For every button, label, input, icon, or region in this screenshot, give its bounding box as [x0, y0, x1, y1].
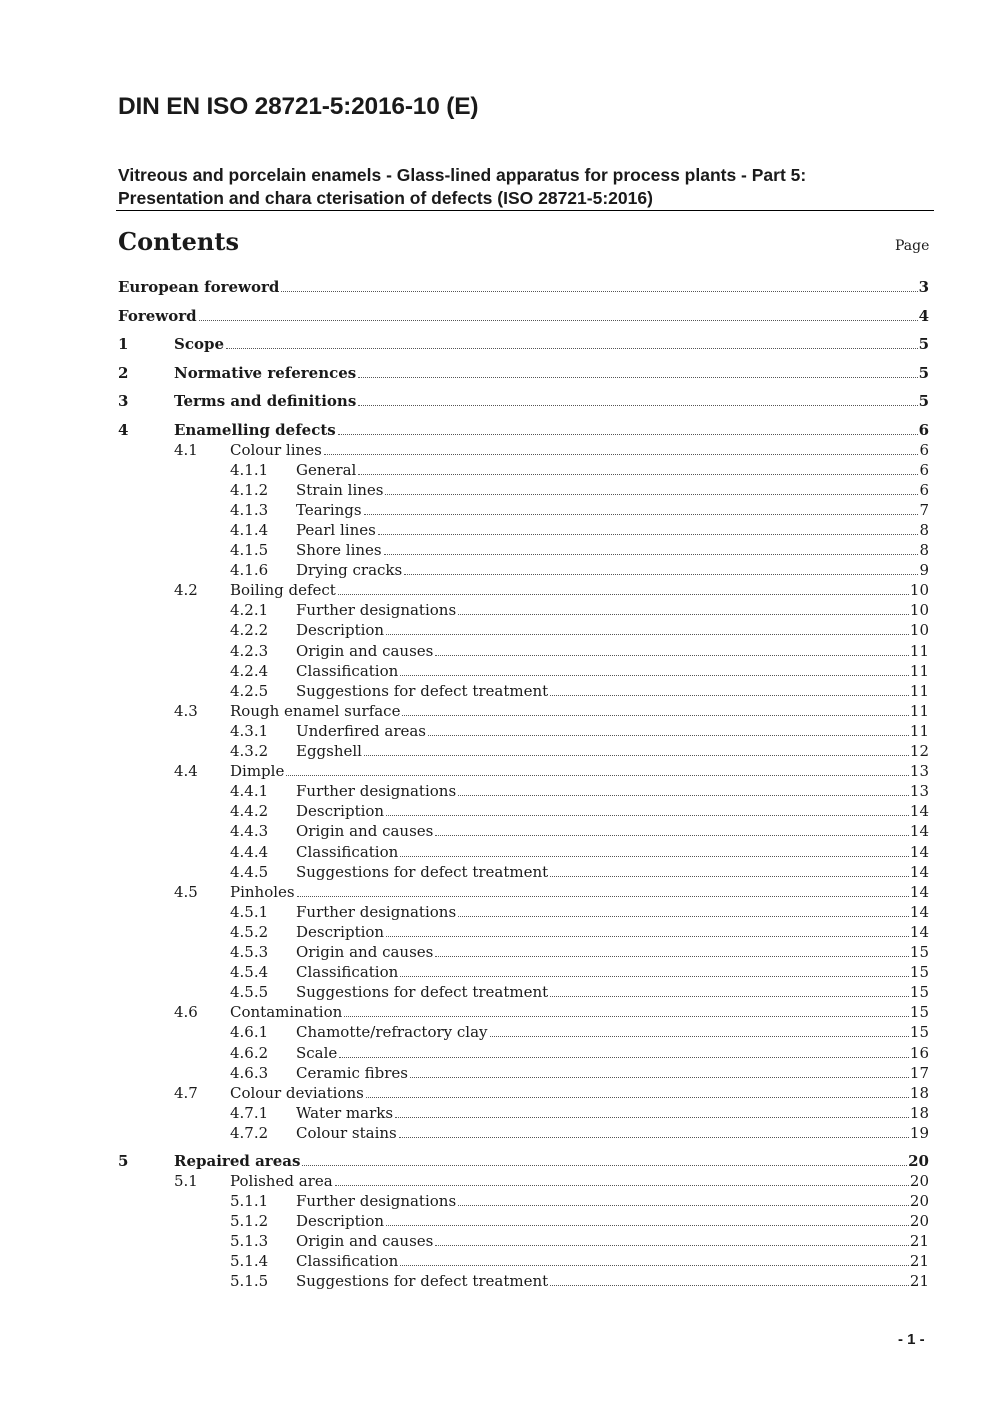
- toc-entry-number: 4.4.5: [230, 862, 269, 881]
- toc-entry-page: 21: [909, 1232, 929, 1251]
- toc-entry[interactable]: [0, 942, 992, 962]
- toc-entry-number: 4.1: [174, 440, 198, 459]
- toc-entry-title: Origin and causes: [296, 943, 434, 961]
- toc-dot-leader: [400, 1265, 909, 1266]
- toc-entry-page: 20: [908, 1151, 929, 1170]
- subtitle-line-2: Presentation and chara cterisation of defects (ISO 28721-5:2016): [118, 188, 653, 208]
- toc-entry-title: Origin and causes: [296, 641, 434, 660]
- toc-entry[interactable]: [0, 1191, 992, 1211]
- toc-entry-page: 15: [909, 943, 929, 961]
- toc-entry[interactable]: [0, 306, 992, 326]
- toc-dot-leader: [550, 996, 909, 997]
- toc-entry-number: 4.5.1: [230, 902, 269, 921]
- toc-entry[interactable]: [0, 460, 992, 480]
- toc-entry-page: 17: [909, 1063, 929, 1082]
- toc-dot-leader: [297, 896, 909, 897]
- subtitle-line-1: Vitreous and porcelain enamels - Glass-lined apparatus for process plants - Part 5:: [118, 165, 807, 185]
- toc-entry[interactable]: [0, 480, 992, 500]
- toc-entry-title: Scale: [296, 1043, 338, 1062]
- toc-entry-page: 13: [909, 762, 929, 781]
- toc-entry-title: Eggshell: [296, 742, 362, 760]
- toc-dot-leader: [386, 815, 909, 816]
- toc-entry-title: Drying cracks: [296, 561, 403, 580]
- toc-dot-leader: [402, 715, 908, 716]
- toc-entry-title: Tearings: [296, 500, 362, 519]
- toc-entry-page: 14: [909, 802, 929, 821]
- toc-entry-title: Suggestions for defect treatment: [296, 1272, 549, 1291]
- toc-entry[interactable]: [0, 801, 992, 821]
- toc-entry-title: Origin and causes: [296, 822, 434, 841]
- toc-dot-leader: [364, 755, 909, 756]
- toc-entry[interactable]: [0, 761, 992, 781]
- toc-entry-title: Suggestions for defect treatment: [296, 681, 549, 700]
- toc-entry-number: 4.4: [174, 762, 198, 781]
- toc-entry-page: 19: [909, 1123, 929, 1142]
- toc-entry-title: Polished area: [230, 1171, 333, 1190]
- toc-entry-page: 8: [919, 520, 929, 539]
- toc-dot-leader: [324, 454, 919, 455]
- toc-dot-leader: [338, 594, 909, 595]
- toc-entry-page: 8: [919, 541, 929, 559]
- toc-entry-number: 4.5.4: [230, 963, 269, 982]
- toc-entry-number: 4.1.2: [230, 480, 269, 499]
- toc-entry[interactable]: [0, 560, 992, 580]
- toc-entry-page: 5: [918, 335, 929, 353]
- toc-entry-title: Scope: [174, 335, 225, 353]
- toc-dot-leader: [366, 1097, 909, 1098]
- toc-dot-leader: [378, 534, 919, 535]
- toc-entry-number: 1: [118, 335, 129, 353]
- toc-entry[interactable]: [0, 681, 992, 701]
- toc-dot-leader: [199, 320, 918, 321]
- toc-dot-leader: [400, 856, 909, 857]
- toc-dot-leader: [399, 1137, 909, 1138]
- toc-entry[interactable]: [0, 721, 992, 741]
- toc-entry-page: 6: [918, 420, 929, 439]
- toc-entry-number: 4.5.5: [230, 983, 269, 1002]
- toc-entry-title: Origin and causes: [296, 1232, 434, 1251]
- toc-entry-number: 4.6.2: [230, 1043, 269, 1062]
- toc-entry-number: 4.2.3: [230, 641, 269, 660]
- toc-entry-title: Shore lines: [296, 541, 382, 559]
- toc-entry-page: 10: [909, 621, 929, 640]
- toc-entry-title: Pearl lines: [296, 520, 376, 539]
- toc-entry-page: 11: [909, 681, 929, 700]
- toc-dot-leader: [458, 795, 909, 796]
- toc-entry-title: General: [296, 460, 357, 479]
- toc-dot-leader: [490, 1036, 909, 1037]
- toc-entry-number: 4.3.1: [230, 721, 269, 740]
- toc-entry-number: 5.1.5: [230, 1272, 269, 1291]
- toc-entry-title: Colour deviations: [230, 1083, 364, 1102]
- toc-entry-number: 4.2: [174, 581, 198, 600]
- toc-entry[interactable]: [0, 1002, 992, 1022]
- toc-entry-number: 4.5: [174, 882, 198, 901]
- toc-entry[interactable]: [0, 520, 992, 540]
- toc-entry-title: Classification: [296, 963, 399, 982]
- toc-entry-number: 5.1.1: [230, 1192, 269, 1210]
- toc-entry-number: 4.5.3: [230, 943, 269, 961]
- page-column-label: Page: [895, 238, 930, 254]
- toc-entry[interactable]: [0, 1231, 992, 1251]
- toc-entry-title: Underfired areas: [296, 721, 427, 740]
- toc-dot-leader: [286, 775, 909, 776]
- toc-entry-number: 4.6.3: [230, 1063, 269, 1082]
- toc-entry-page: 12: [909, 742, 929, 760]
- toc-entry-number: 4.1.4: [230, 520, 269, 539]
- toc-entry-title: Dimple: [230, 762, 285, 781]
- toc-entry-page: 11: [909, 641, 929, 660]
- toc-entry-page: 11: [909, 661, 929, 680]
- toc-entry[interactable]: [0, 1211, 992, 1231]
- toc-entry-page: 18: [909, 1103, 929, 1122]
- toc-entry-page: 14: [909, 922, 929, 941]
- toc-entry-title: Further designations: [296, 902, 457, 921]
- toc-dot-leader: [358, 405, 917, 406]
- toc-entry-title: Rough enamel surface: [230, 701, 401, 720]
- toc-entry[interactable]: [0, 1103, 992, 1123]
- toc-dot-leader: [386, 1225, 909, 1226]
- toc-dot-leader: [358, 474, 918, 475]
- toc-entry-title: Description: [296, 621, 385, 640]
- toc-entry-number: 4.7.1: [230, 1103, 269, 1122]
- toc-entry[interactable]: [0, 1123, 992, 1143]
- toc-dot-leader: [400, 976, 909, 977]
- toc-entry-title: Description: [296, 922, 385, 941]
- toc-entry-page: 14: [909, 862, 929, 881]
- toc-entry-title: Description: [296, 1212, 385, 1231]
- toc-entry[interactable]: [0, 862, 992, 882]
- toc-dot-leader: [404, 574, 918, 575]
- toc-entry-number: 4.5.2: [230, 922, 269, 941]
- toc-dot-leader: [339, 1057, 909, 1058]
- toc-entry-page: 16: [909, 1043, 929, 1062]
- toc-entry-page: 20: [909, 1192, 929, 1210]
- toc-entry-page: 6: [919, 440, 929, 459]
- toc-entry-page: 20: [909, 1171, 929, 1190]
- toc-entry-title: Further designations: [296, 1192, 457, 1210]
- toc-entry[interactable]: [0, 922, 992, 942]
- toc-entry-title: Colour stains: [296, 1123, 397, 1142]
- toc-entry[interactable]: [0, 391, 992, 411]
- toc-entry[interactable]: [0, 620, 992, 640]
- toc-dot-leader: [386, 634, 909, 635]
- toc-dot-leader: [458, 1205, 909, 1206]
- toc-entry-number: 4.1.1: [230, 460, 269, 479]
- toc-entry-number: 4.3.2: [230, 742, 269, 760]
- toc-dot-leader: [384, 554, 919, 555]
- toc-entry-number: 4.2.2: [230, 621, 269, 640]
- toc-entry[interactable]: [0, 580, 992, 600]
- toc-entry-page: 10: [909, 601, 929, 620]
- toc-entry-page: 15: [909, 963, 929, 982]
- toc-entry[interactable]: [0, 661, 992, 681]
- toc-dot-leader: [338, 434, 918, 435]
- toc-entry-page: 9: [919, 561, 929, 580]
- document-id: DIN EN ISO 28721-5:2016-10 (E): [118, 93, 479, 120]
- contents-heading: Contents: [118, 227, 239, 256]
- toc-entry[interactable]: [0, 1151, 992, 1171]
- header-divider: [116, 210, 934, 211]
- toc-entry-page: 14: [909, 902, 929, 921]
- toc-entry[interactable]: [0, 540, 992, 560]
- toc-entry[interactable]: [0, 1251, 992, 1271]
- toc-entry-page: 13: [909, 782, 929, 801]
- toc-entry[interactable]: [0, 741, 992, 761]
- toc-entry-title: Boiling defect: [230, 581, 336, 600]
- toc-entry-number: 5.1.2: [230, 1212, 269, 1231]
- toc-entry-number: 4.7.2: [230, 1123, 269, 1142]
- toc-entry-title: Description: [296, 802, 385, 821]
- toc-entry[interactable]: [0, 701, 992, 721]
- page-number: - 1 -: [898, 1331, 925, 1348]
- toc-entry-page: 10: [909, 581, 929, 600]
- toc-entry[interactable]: [0, 420, 992, 440]
- toc-dot-leader: [358, 377, 917, 378]
- toc-dot-leader: [364, 514, 919, 515]
- toc-dot-leader: [458, 614, 909, 615]
- toc-entry-page: 11: [909, 721, 929, 740]
- toc-dot-leader: [458, 916, 909, 917]
- toc-entry-title: Normative references: [174, 363, 357, 382]
- toc-dot-leader: [400, 675, 909, 676]
- toc-dot-leader: [428, 735, 909, 736]
- toc-dot-leader: [395, 1117, 909, 1118]
- toc-entry-page: 14: [909, 842, 929, 861]
- toc-entry-page: 7: [919, 500, 929, 519]
- toc-entry-number: 4.3: [174, 701, 198, 720]
- toc-entry-title: European foreword: [118, 278, 280, 296]
- toc-entry-title: Classification: [296, 842, 399, 861]
- toc-entry-number: 4.4.1: [230, 782, 269, 801]
- toc-entry[interactable]: [0, 500, 992, 520]
- toc-entry-number: 4.4.4: [230, 842, 269, 861]
- toc-entry-page: 15: [909, 1003, 929, 1022]
- toc-dot-leader: [335, 1185, 909, 1186]
- toc-entry-number: 2: [118, 363, 129, 382]
- toc-entry-page: 14: [909, 822, 929, 841]
- toc-dot-leader: [344, 1016, 909, 1017]
- toc-entry-page: 5: [918, 363, 929, 382]
- toc-dot-leader: [385, 494, 918, 495]
- toc-entry-page: 6: [919, 460, 929, 479]
- toc-entry-title: Colour lines: [230, 440, 322, 459]
- toc-entry-page: 5: [918, 392, 929, 410]
- toc-dot-leader: [302, 1165, 907, 1166]
- toc-entry-page: 4: [918, 306, 929, 325]
- toc-entry[interactable]: [0, 1043, 992, 1063]
- toc-entry-page: 14: [909, 882, 929, 901]
- toc-dot-leader: [281, 291, 917, 292]
- toc-entry-title: Repaired areas: [174, 1151, 301, 1170]
- toc-entry-number: 5.1.4: [230, 1252, 269, 1271]
- toc-entry-number: 4.1.5: [230, 541, 269, 559]
- toc-entry[interactable]: [0, 1271, 992, 1291]
- toc-entry-title: Ceramic fibres: [296, 1063, 409, 1082]
- toc-entry-number: 4.2.5: [230, 681, 269, 700]
- toc-entry-page: 15: [909, 983, 929, 1002]
- toc-entry[interactable]: [0, 882, 992, 902]
- toc-entry-number: 4: [118, 420, 129, 439]
- toc-entry-title: Classification: [296, 1252, 399, 1271]
- toc-dot-leader: [435, 835, 909, 836]
- toc-entry-page: 3: [918, 278, 929, 296]
- toc-entry-title: Pinholes: [230, 882, 295, 901]
- toc-entry-number: 4.7: [174, 1083, 198, 1102]
- toc-entry-page: 18: [909, 1083, 929, 1102]
- toc-entry[interactable]: [0, 1171, 992, 1191]
- toc-entry-page: 20: [909, 1212, 929, 1231]
- toc-entry[interactable]: [0, 1022, 992, 1042]
- toc-entry-title: Terms and definitions: [174, 392, 357, 410]
- toc-entry[interactable]: [0, 842, 992, 862]
- toc-entry-number: 4.6.1: [230, 1023, 269, 1042]
- toc-dot-leader: [550, 876, 909, 877]
- document-subtitle: [118, 164, 934, 210]
- toc-entry-title: Suggestions for defect treatment: [296, 862, 549, 881]
- toc-entry-number: 4.4.3: [230, 822, 269, 841]
- toc-entry-number: 4.6: [174, 1003, 198, 1022]
- toc-dot-leader: [550, 1285, 909, 1286]
- toc-entry[interactable]: [0, 982, 992, 1002]
- toc-entry-page: 15: [909, 1023, 929, 1042]
- toc-entry[interactable]: [0, 363, 992, 383]
- toc-entry-number: 4.4.2: [230, 802, 269, 821]
- toc-entry-title: Further designations: [296, 601, 457, 620]
- toc-entry-title: Further designations: [296, 782, 457, 801]
- toc-entry[interactable]: [0, 277, 992, 297]
- toc-entry-title: Foreword: [118, 306, 197, 325]
- toc-entry-number: 5: [118, 1151, 129, 1170]
- toc-entry-title: Enamelling defects: [174, 420, 336, 439]
- toc-entry[interactable]: [0, 1083, 992, 1103]
- toc-entry[interactable]: [0, 1063, 992, 1083]
- toc-entry-title: Chamotte/refractory clay: [296, 1023, 488, 1042]
- toc-entry[interactable]: [0, 902, 992, 922]
- toc-dot-leader: [410, 1077, 909, 1078]
- toc-entry-number: 4.2.1: [230, 601, 269, 620]
- toc-entry-title: Water marks: [296, 1103, 394, 1122]
- toc-entry-page: 11: [909, 701, 929, 720]
- toc-entry[interactable]: [0, 641, 992, 661]
- toc-entry-number: 3: [118, 392, 129, 410]
- toc-entry[interactable]: [0, 821, 992, 841]
- toc-entry-page: 6: [919, 480, 929, 499]
- toc-entry-number: 5.1.3: [230, 1232, 269, 1251]
- toc-entry[interactable]: [0, 781, 992, 801]
- toc-dot-leader: [550, 695, 909, 696]
- toc-entry-number: 4.2.4: [230, 661, 269, 680]
- toc-entry-title: Classification: [296, 661, 399, 680]
- toc-entry-title: Contamination: [230, 1003, 343, 1022]
- toc-entry-number: 5.1: [174, 1171, 198, 1190]
- toc-entry-page: 21: [909, 1252, 929, 1271]
- toc-dot-leader: [435, 956, 909, 957]
- toc-entry[interactable]: [0, 600, 992, 620]
- toc-entry-title: Strain lines: [296, 480, 384, 499]
- toc-entry-title: Suggestions for defect treatment: [296, 983, 549, 1002]
- toc-entry[interactable]: [0, 962, 992, 982]
- toc-entry[interactable]: [0, 440, 992, 460]
- toc-entry-page: 21: [909, 1272, 929, 1291]
- toc-dot-leader: [435, 1245, 909, 1246]
- toc-entry[interactable]: [0, 334, 992, 354]
- toc-dot-leader: [386, 936, 909, 937]
- toc-entry-number: 4.1.3: [230, 500, 269, 519]
- toc-dot-leader: [226, 348, 918, 349]
- toc-dot-leader: [435, 655, 909, 656]
- toc-entry-number: 4.1.6: [230, 561, 269, 580]
